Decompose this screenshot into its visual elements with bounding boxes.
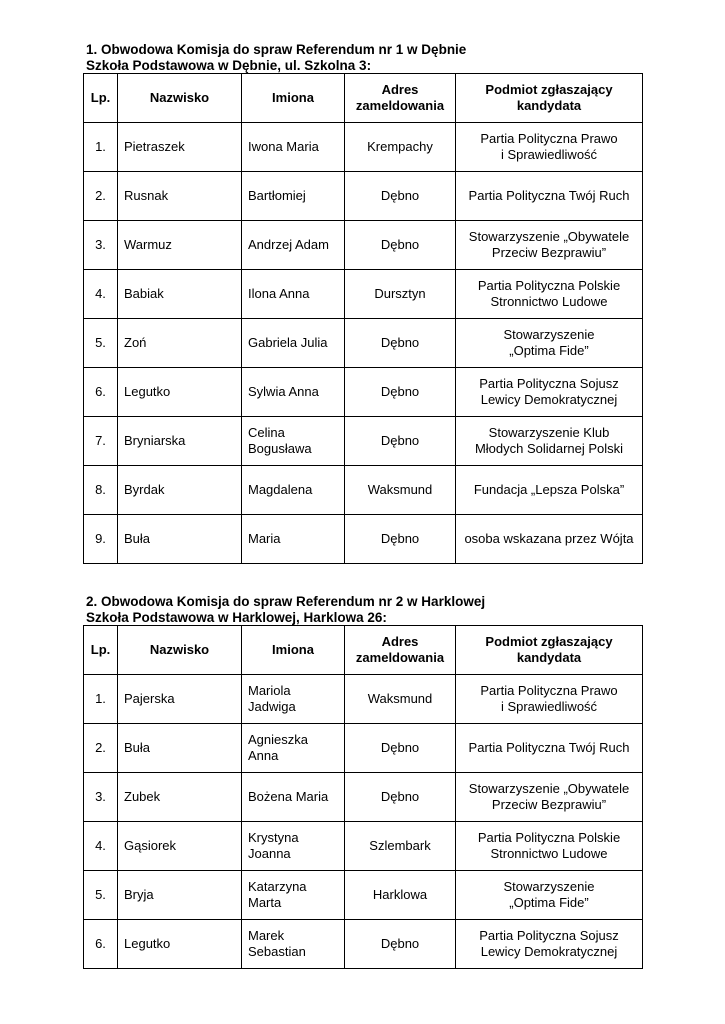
cell-nazwisko: Pajerska [118, 675, 242, 724]
cell-lp: 3. [84, 773, 118, 822]
table-row [84, 221, 643, 270]
cell-nazwisko: Byrdak [118, 466, 242, 515]
table-row [84, 172, 643, 221]
cell-imiona: Andrzej Adam [242, 221, 345, 270]
section-1-title [86, 42, 466, 74]
cell-podmiot: Partia Polityczna Twój Ruch [456, 724, 643, 773]
cell-podmiot: Stowarzyszenie „Optima Fide” [456, 871, 643, 920]
cell-adres: Dębno [345, 773, 456, 822]
cell-adres: Waksmund [345, 675, 456, 724]
cell-adres: Dębno [345, 221, 456, 270]
cell-lp: 5. [84, 319, 118, 368]
cell-podmiot: Fundacja „Lepsza Polska” [456, 466, 643, 515]
cell-imiona: Krystyna Joanna [242, 822, 345, 871]
cell-podmiot: Stowarzyszenie Klub Młodych Solidarnej Polski [456, 417, 643, 466]
table-row [84, 515, 643, 564]
cell-lp: 7. [84, 417, 118, 466]
cell-lp: 2. [84, 724, 118, 773]
table-row [84, 123, 643, 172]
section-1-title-line1: 1. Obwodowa Komisja do spraw Referendum nr 1 w Dębnie [86, 42, 467, 57]
column-header-podmiot: Podmiot zgłaszający kandydata [456, 626, 643, 675]
cell-nazwisko: Rusnak [118, 172, 242, 221]
cell-adres: Dębno [345, 724, 456, 773]
cell-lp: 2. [84, 172, 118, 221]
cell-adres: Dębno [345, 368, 456, 417]
cell-nazwisko: Bryja [118, 871, 242, 920]
cell-imiona: Iwona Maria [242, 123, 345, 172]
cell-podmiot: Partia Polityczna Twój Ruch [456, 172, 643, 221]
cell-adres: Dębno [345, 172, 456, 221]
cell-imiona: Ilona Anna [242, 270, 345, 319]
cell-adres: Dębno [345, 319, 456, 368]
cell-adres: Waksmund [345, 466, 456, 515]
cell-adres: Dębno [345, 417, 456, 466]
table-row [84, 417, 643, 466]
column-header-lp: Lp. [84, 74, 118, 123]
column-header-imiona: Imiona [242, 74, 345, 123]
cell-lp: 4. [84, 822, 118, 871]
cell-imiona: Bartłomiej [242, 172, 345, 221]
cell-imiona: Maria [242, 515, 345, 564]
table-row [84, 466, 643, 515]
cell-lp: 3. [84, 221, 118, 270]
table-row [84, 920, 643, 969]
cell-nazwisko: Bryniarska [118, 417, 242, 466]
cell-imiona: Gabriela Julia [242, 319, 345, 368]
cell-nazwisko: Zubek [118, 773, 242, 822]
cell-lp: 5. [84, 871, 118, 920]
cell-imiona: Agnieszka Anna [242, 724, 345, 773]
cell-imiona: Marek Sebastian [242, 920, 345, 969]
section-1-title-line2: Szkoła Podstawowa w Dębnie, ul. Szkolna 3: [86, 58, 372, 73]
table-row [84, 773, 643, 822]
cell-adres: Dębno [345, 515, 456, 564]
cell-lp: 4. [84, 270, 118, 319]
cell-nazwisko: Babiak [118, 270, 242, 319]
cell-nazwisko: Buła [118, 724, 242, 773]
cell-imiona: Katarzyna Marta [242, 871, 345, 920]
column-header-adres: Adres zameldowania [345, 74, 456, 123]
column-header-nazwisko: Nazwisko [118, 626, 242, 675]
section-2-title [86, 594, 485, 626]
section-2-title-line1: 2. Obwodowa Komisja do spraw Referendum nr 2 w Harklowej [86, 594, 486, 609]
cell-adres: Szlembark [345, 822, 456, 871]
cell-podmiot: Partia Polityczna Prawo i Sprawiedliwość [456, 675, 643, 724]
cell-adres: Dursztyn [345, 270, 456, 319]
cell-nazwisko: Zoń [118, 319, 242, 368]
cell-podmiot: Stowarzyszenie „Obywatele Przeciw Bezprawiu” [456, 773, 643, 822]
section-2-table [83, 625, 643, 969]
cell-adres: Krempachy [345, 123, 456, 172]
cell-lp: 9. [84, 515, 118, 564]
table-row [84, 871, 643, 920]
cell-imiona: Celina Bogusława [242, 417, 345, 466]
cell-adres: Dębno [345, 920, 456, 969]
cell-podmiot: Partia Polityczna Sojusz Lewicy Demokratycznej [456, 920, 643, 969]
section-2-title-line2: Szkoła Podstawowa w Harklowej, Harklowa 26: [86, 610, 387, 625]
cell-imiona: Bożena Maria [242, 773, 345, 822]
cell-podmiot: Stowarzyszenie „Obywatele Przeciw Bezprawiu” [456, 221, 643, 270]
cell-imiona: Mariola Jadwiga [242, 675, 345, 724]
column-header-imiona: Imiona [242, 626, 345, 675]
table-row [84, 822, 643, 871]
table-row [84, 368, 643, 417]
cell-lp: 8. [84, 466, 118, 515]
table-row [84, 724, 643, 773]
cell-nazwisko: Pietraszek [118, 123, 242, 172]
cell-lp: 1. [84, 675, 118, 724]
cell-nazwisko: Legutko [118, 368, 242, 417]
cell-nazwisko: Warmuz [118, 221, 242, 270]
cell-nazwisko: Legutko [118, 920, 242, 969]
column-header-podmiot: Podmiot zgłaszający kandydata [456, 74, 643, 123]
cell-adres: Harklowa [345, 871, 456, 920]
cell-imiona: Magdalena [242, 466, 345, 515]
cell-lp: 6. [84, 368, 118, 417]
cell-nazwisko: Buła [118, 515, 242, 564]
cell-lp: 6. [84, 920, 118, 969]
cell-lp: 1. [84, 123, 118, 172]
table-header-row [84, 74, 643, 123]
section-1-table [83, 73, 643, 564]
cell-podmiot: Stowarzyszenie „Optima Fide” [456, 319, 643, 368]
cell-imiona: Sylwia Anna [242, 368, 345, 417]
column-header-adres: Adres zameldowania [345, 626, 456, 675]
column-header-nazwisko: Nazwisko [118, 74, 242, 123]
table-row [84, 270, 643, 319]
cell-podmiot: Partia Polityczna Polskie Stronnictwo Ludowe [456, 270, 643, 319]
column-header-lp: Lp. [84, 626, 118, 675]
cell-podmiot: Partia Polityczna Prawo i Sprawiedliwość [456, 123, 643, 172]
cell-podmiot: Partia Polityczna Polskie Stronnictwo Ludowe [456, 822, 643, 871]
cell-nazwisko: Gąsiorek [118, 822, 242, 871]
table-row [84, 319, 643, 368]
table-row [84, 675, 643, 724]
cell-podmiot: Partia Polityczna Sojusz Lewicy Demokratycznej [456, 368, 643, 417]
cell-podmiot: osoba wskazana przez Wójta [456, 515, 643, 564]
table-header-row [84, 626, 643, 675]
